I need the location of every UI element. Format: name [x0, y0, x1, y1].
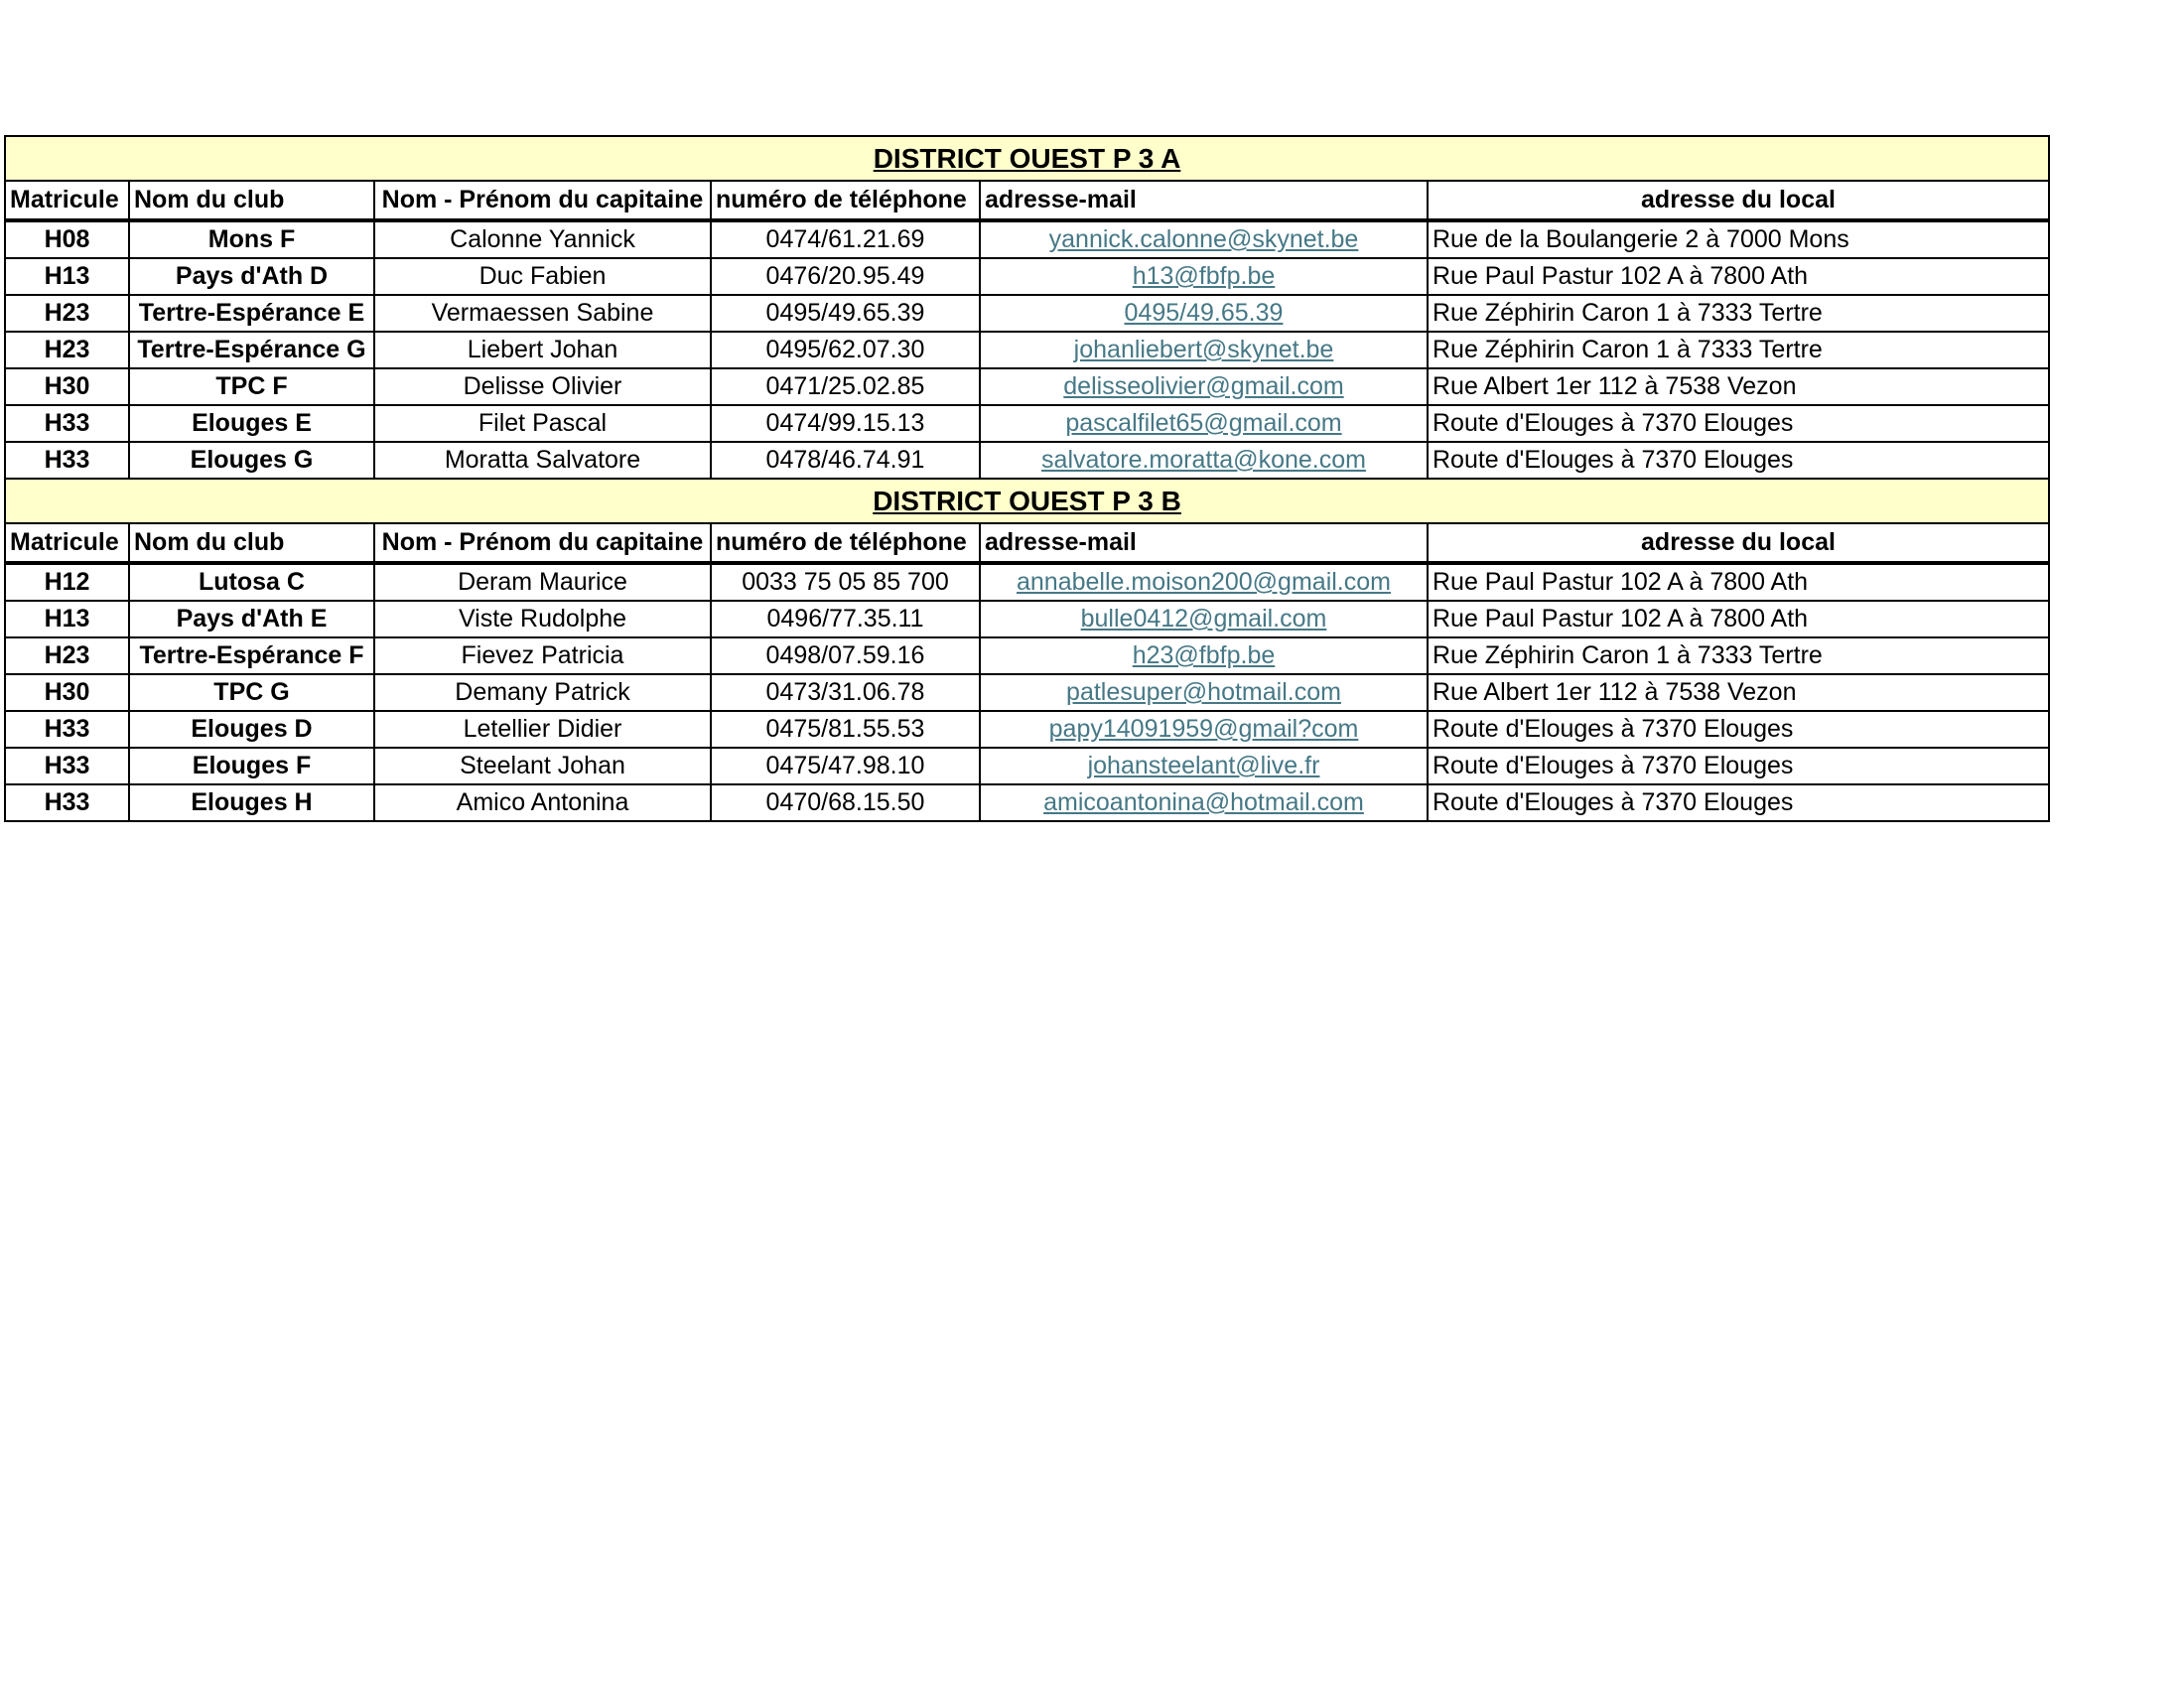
email-cell: [980, 637, 1428, 674]
captain-cell: Delisse Olivier: [374, 368, 711, 405]
phone-cell: 0476/20.95.49: [711, 258, 980, 295]
captain-cell: Deram Maurice: [374, 563, 711, 601]
matricule-cell: H33: [5, 748, 129, 784]
email-cell: [980, 563, 1428, 601]
table-row: [5, 368, 2049, 405]
email-cell: [980, 295, 1428, 332]
local-cell: Rue Albert 1er 112 à 7538 Vezon: [1428, 674, 2049, 711]
email-cell: [980, 784, 1428, 821]
email-cell: [980, 674, 1428, 711]
club-cell: Mons F: [129, 220, 374, 258]
captain-cell: Steelant Johan: [374, 748, 711, 784]
email-cell: [980, 220, 1428, 258]
phone-cell: 0474/61.21.69: [711, 220, 980, 258]
header-email: adresse-mail: [980, 523, 1428, 563]
email-link[interactable]: amicoantonina@hotmail.com: [1043, 788, 1364, 816]
club-cell: TPC F: [129, 368, 374, 405]
email-link[interactable]: patlesuper@hotmail.com: [1066, 678, 1341, 706]
captain-cell: Liebert Johan: [374, 332, 711, 368]
matricule-cell: H23: [5, 637, 129, 674]
phone-cell: 0473/31.06.78: [711, 674, 980, 711]
local-cell: Rue Paul Pastur 102 A à 7800 Ath: [1428, 258, 2049, 295]
captain-cell: Filet Pascal: [374, 405, 711, 442]
phone-cell: 0475/47.98.10: [711, 748, 980, 784]
local-cell: Route d'Elouges à 7370 Elouges: [1428, 405, 2049, 442]
phone-cell: 0495/49.65.39: [711, 295, 980, 332]
header-phone: numéro de téléphone: [711, 181, 980, 220]
phone-cell: 0471/25.02.85: [711, 368, 980, 405]
matricule-cell: H30: [5, 368, 129, 405]
local-cell: Rue Paul Pastur 102 A à 7800 Ath: [1428, 601, 2049, 637]
phone-cell: 0495/62.07.30: [711, 332, 980, 368]
email-cell: [980, 258, 1428, 295]
header-club: Nom du club: [129, 523, 374, 563]
table-row: [5, 711, 2049, 748]
club-contact-table: [4, 135, 2050, 822]
local-cell: Rue Albert 1er 112 à 7538 Vezon: [1428, 368, 2049, 405]
phone-cell: 0478/46.74.91: [711, 442, 980, 479]
email-link[interactable]: yannick.calonne@skynet.be: [1048, 225, 1359, 253]
captain-cell: Fievez Patricia: [374, 637, 711, 674]
email-cell: [980, 711, 1428, 748]
matricule-cell: H12: [5, 563, 129, 601]
header-phone: numéro de téléphone: [711, 523, 980, 563]
email-link[interactable]: bulle0412@gmail.com: [1080, 605, 1327, 633]
email-cell: [980, 748, 1428, 784]
email-link[interactable]: 0495/49.65.39: [1124, 299, 1284, 327]
email-cell: [980, 368, 1428, 405]
table-row: [5, 332, 2049, 368]
club-cell: Tertre-Espérance F: [129, 637, 374, 674]
captain-cell: Letellier Didier: [374, 711, 711, 748]
email-link[interactable]: annabelle.moison200@gmail.com: [1017, 568, 1391, 596]
table-row: [5, 637, 2049, 674]
email-link[interactable]: johanliebert@skynet.be: [1073, 336, 1334, 363]
table-row: [5, 784, 2049, 821]
section-title: DISTRICT OUEST P 3 B: [5, 479, 2049, 523]
local-cell: Route d'Elouges à 7370 Elouges: [1428, 784, 2049, 821]
header-captain: Nom - Prénom du capitaine: [374, 181, 711, 220]
header-club: Nom du club: [129, 181, 374, 220]
local-cell: Route d'Elouges à 7370 Elouges: [1428, 711, 2049, 748]
club-cell: Tertre-Espérance G: [129, 332, 374, 368]
club-cell: Elouges G: [129, 442, 374, 479]
club-cell: Pays d'Ath E: [129, 601, 374, 637]
table-body: [5, 136, 2049, 821]
local-cell: Rue Zéphirin Caron 1 à 7333 Tertre: [1428, 332, 2049, 368]
header-captain: Nom - Prénom du capitaine: [374, 523, 711, 563]
email-cell: [980, 405, 1428, 442]
table-row: [5, 442, 2049, 479]
phone-cell: 0033 75 05 85 700: [711, 563, 980, 601]
table-row: [5, 405, 2049, 442]
email-link[interactable]: pascalfilet65@gmail.com: [1065, 409, 1342, 437]
matricule-cell: H33: [5, 405, 129, 442]
club-cell: Elouges D: [129, 711, 374, 748]
email-link[interactable]: h13@fbfp.be: [1132, 262, 1276, 290]
email-link[interactable]: johansteelant@live.fr: [1087, 752, 1320, 779]
captain-cell: Moratta Salvatore: [374, 442, 711, 479]
captain-cell: Amico Antonina: [374, 784, 711, 821]
email-cell: [980, 442, 1428, 479]
local-cell: Rue Zéphirin Caron 1 à 7333 Tertre: [1428, 637, 2049, 674]
table-row: [5, 295, 2049, 332]
header-local: adresse du local: [1428, 523, 2049, 563]
captain-cell: Duc Fabien: [374, 258, 711, 295]
club-cell: Lutosa C: [129, 563, 374, 601]
club-cell: Pays d'Ath D: [129, 258, 374, 295]
email-link[interactable]: salvatore.moratta@kone.com: [1041, 446, 1366, 474]
local-cell: Rue de la Boulangerie 2 à 7000 Mons: [1428, 220, 2049, 258]
header-row: [5, 523, 2049, 563]
section-title: DISTRICT OUEST P 3 A: [5, 136, 2049, 181]
matricule-cell: H33: [5, 442, 129, 479]
table-row: [5, 601, 2049, 637]
club-cell: Elouges E: [129, 405, 374, 442]
matricule-cell: H23: [5, 295, 129, 332]
header-local: adresse du local: [1428, 181, 2049, 220]
local-cell: Route d'Elouges à 7370 Elouges: [1428, 748, 2049, 784]
table-row: [5, 258, 2049, 295]
header-row: [5, 181, 2049, 220]
section-title-row: [5, 136, 2049, 181]
matricule-cell: H33: [5, 784, 129, 821]
header-email: adresse-mail: [980, 181, 1428, 220]
local-cell: Rue Paul Pastur 102 A à 7800 Ath: [1428, 563, 2049, 601]
phone-cell: 0474/99.15.13: [711, 405, 980, 442]
phone-cell: 0475/81.55.53: [711, 711, 980, 748]
phone-cell: 0498/07.59.16: [711, 637, 980, 674]
captain-cell: Calonne Yannick: [374, 220, 711, 258]
table-row: [5, 674, 2049, 711]
matricule-cell: H08: [5, 220, 129, 258]
club-cell: Elouges F: [129, 748, 374, 784]
table-row: [5, 220, 2049, 258]
phone-cell: 0470/68.15.50: [711, 784, 980, 821]
club-cell: Elouges H: [129, 784, 374, 821]
table-row: [5, 563, 2049, 601]
email-cell: [980, 601, 1428, 637]
local-cell: Rue Zéphirin Caron 1 à 7333 Tertre: [1428, 295, 2049, 332]
club-cell: Tertre-Espérance E: [129, 295, 374, 332]
email-cell: [980, 332, 1428, 368]
matricule-cell: H13: [5, 601, 129, 637]
club-cell: TPC G: [129, 674, 374, 711]
phone-cell: 0496/77.35.11: [711, 601, 980, 637]
captain-cell: Viste Rudolphe: [374, 601, 711, 637]
local-cell: Route d'Elouges à 7370 Elouges: [1428, 442, 2049, 479]
matricule-cell: H33: [5, 711, 129, 748]
header-matricule: Matricule: [5, 181, 129, 220]
header-matricule: Matricule: [5, 523, 129, 563]
matricule-cell: H13: [5, 258, 129, 295]
email-link[interactable]: papy14091959@gmail?com: [1048, 715, 1359, 743]
email-link[interactable]: h23@fbfp.be: [1132, 641, 1276, 669]
captain-cell: Demany Patrick: [374, 674, 711, 711]
table-row: [5, 748, 2049, 784]
email-link[interactable]: delisseolivier@gmail.com: [1063, 372, 1344, 400]
matricule-cell: H23: [5, 332, 129, 368]
captain-cell: Vermaessen Sabine: [374, 295, 711, 332]
section-title-row: [5, 479, 2049, 523]
matricule-cell: H30: [5, 674, 129, 711]
